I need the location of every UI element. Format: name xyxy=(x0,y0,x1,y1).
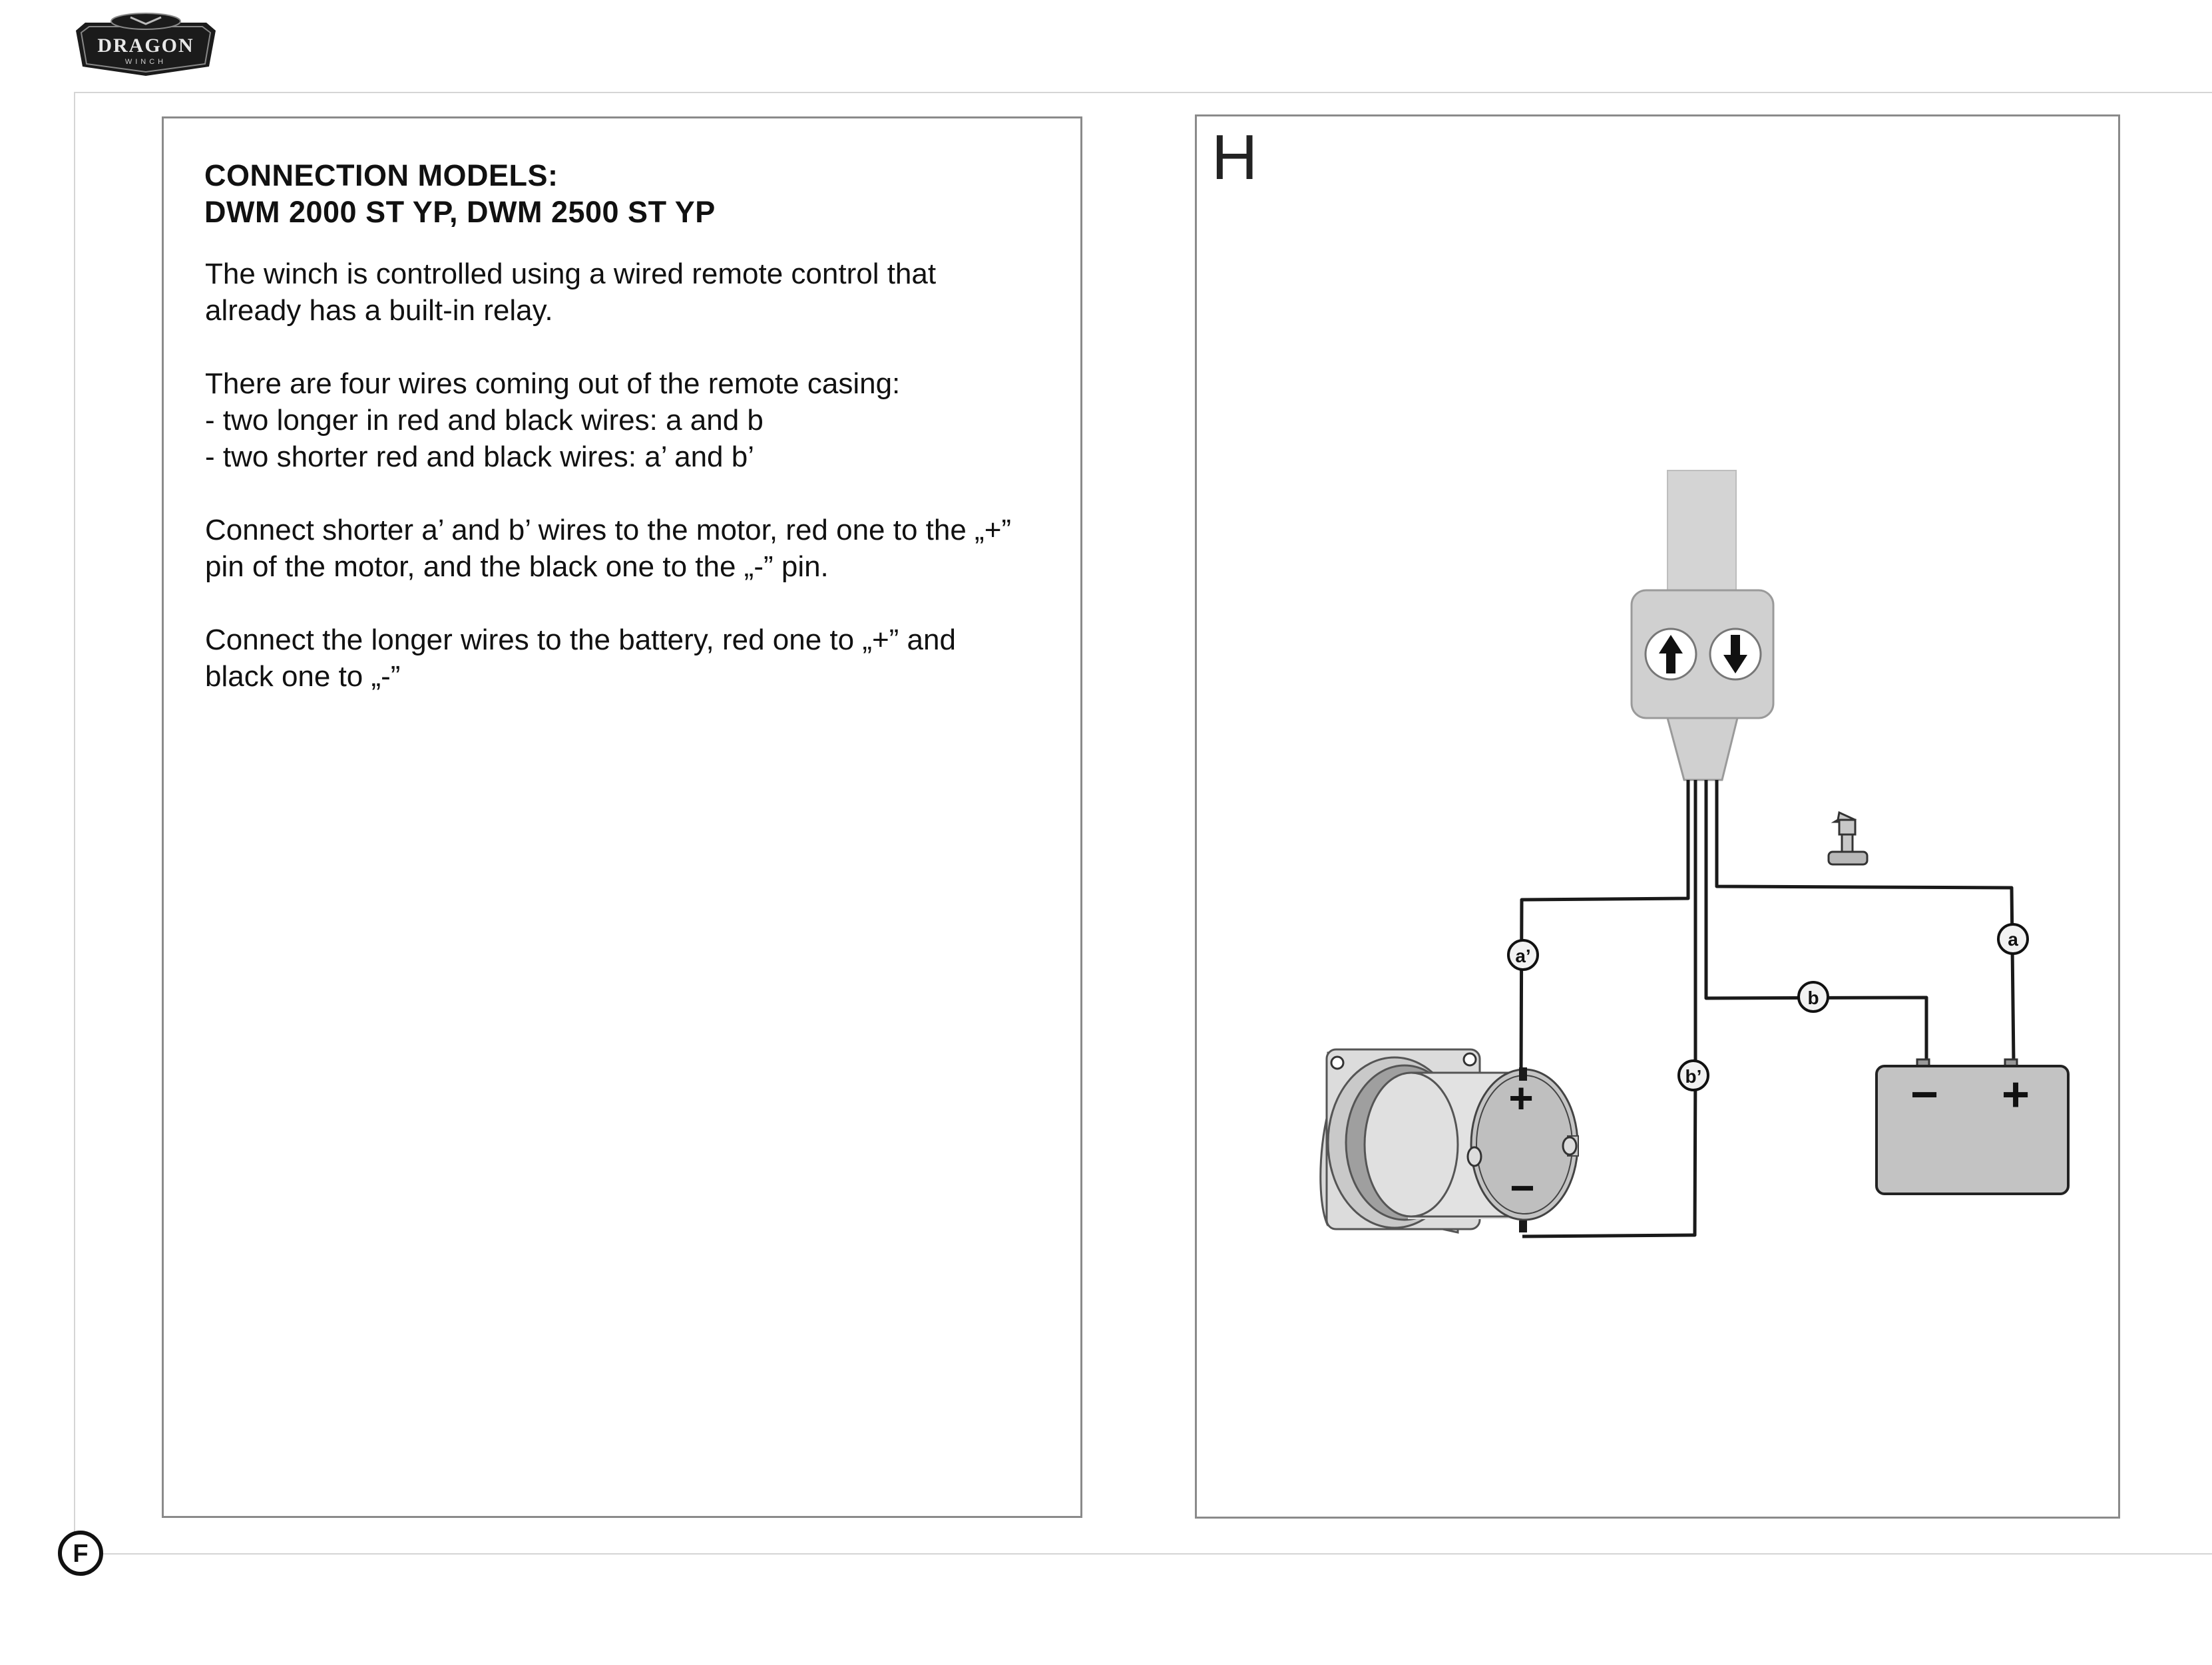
text-line: Connect the longer wires to the battery, red one to „+” and xyxy=(205,624,956,656)
label-b-prime-text: b’ xyxy=(1685,1066,1702,1087)
section-letter: H xyxy=(1212,122,1258,193)
logo-brand-text: DRAGON xyxy=(97,35,194,57)
label-b xyxy=(1799,982,1828,1012)
paragraph-motor xyxy=(205,512,1070,585)
section-heading xyxy=(204,157,716,230)
battery-minus-terminal: − xyxy=(1910,1068,1939,1121)
text-line: - two longer in red and black wires: a and b xyxy=(205,404,764,437)
remote-cable xyxy=(1667,470,1736,594)
label-a-text: a xyxy=(2008,929,2018,950)
text-line: There are four wires coming out of the remote casing: xyxy=(205,367,901,400)
remote-control xyxy=(1632,590,1773,780)
battery-icon xyxy=(1877,1059,2068,1194)
label-a-prime-text: a’ xyxy=(1515,946,1531,966)
heading-line-1: CONNECTION MODELS: xyxy=(204,158,558,192)
language-badge xyxy=(57,1530,104,1576)
up-button[interactable] xyxy=(1646,629,1696,679)
text-line: already has a built-in relay. xyxy=(205,294,553,327)
label-b-text: b xyxy=(1807,988,1819,1008)
text-line: - two shorter red and black wires: a’ and b’ xyxy=(205,441,754,473)
battery-plus-terminal: + xyxy=(2001,1068,2030,1121)
motor-plus-terminal: + xyxy=(1508,1074,1534,1122)
text-line: The winch is controlled using a wired remote control that xyxy=(205,258,937,290)
disconnect-switch-icon xyxy=(1829,813,1867,864)
text-line: black one to „-” xyxy=(205,660,401,693)
label-a xyxy=(1998,924,2028,954)
paragraph-wires xyxy=(205,365,1070,475)
page-frame-left xyxy=(74,92,75,1553)
winch-motor-icon xyxy=(1321,1049,1578,1232)
dragon-winch-logo xyxy=(72,9,220,80)
logo-sub-text: WINCH xyxy=(124,58,167,66)
motor-minus-terminal: − xyxy=(1510,1164,1535,1212)
label-b-prime xyxy=(1679,1061,1708,1090)
language-badge-letter: F xyxy=(73,1540,89,1568)
instructions-body xyxy=(205,256,1070,731)
heading-line-2: DWM 2000 ST YP, DWM 2500 ST YP xyxy=(204,195,716,229)
page-frame-bottom xyxy=(74,1553,2212,1555)
label-a-prime xyxy=(1508,940,1538,970)
text-line: Connect shorter a’ and b’ wires to the motor, red one to the „+” xyxy=(205,514,1012,546)
down-button[interactable] xyxy=(1710,629,1761,679)
paragraph-remote xyxy=(205,256,1070,329)
wiring-diagram xyxy=(1195,114,2120,1519)
text-line: pin of the motor, and the black one to the „-” pin. xyxy=(205,550,829,583)
page-frame-top xyxy=(74,92,2212,93)
paragraph-battery xyxy=(205,622,1070,695)
